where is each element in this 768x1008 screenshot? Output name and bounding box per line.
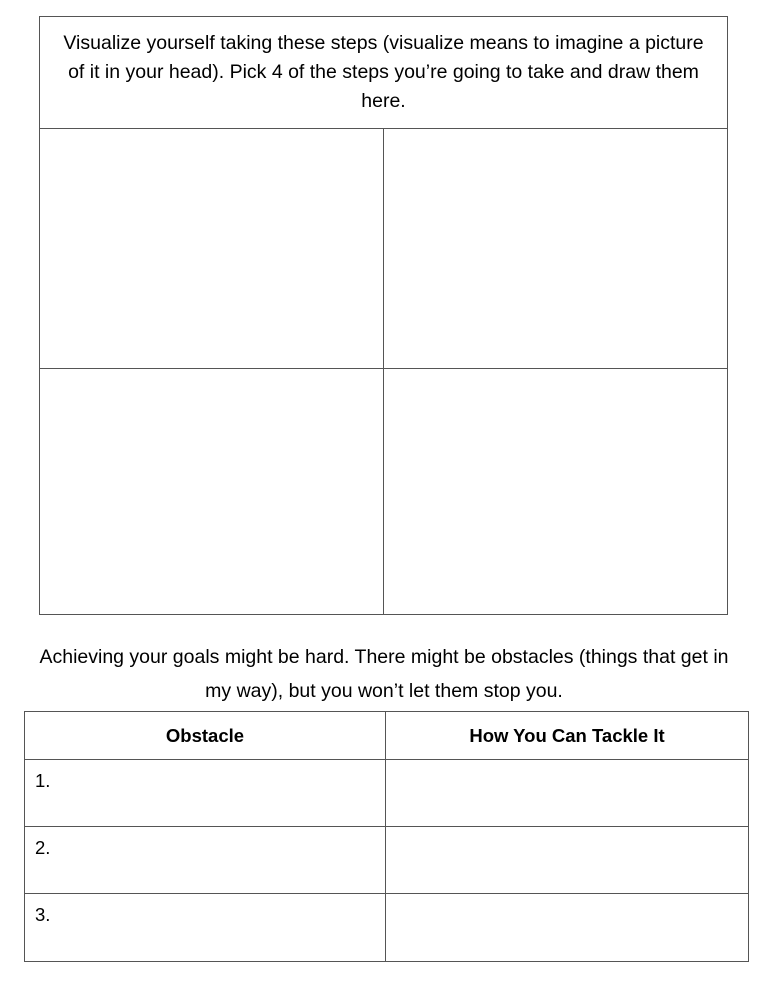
drawing-frame <box>39 16 728 615</box>
goals-note: Achieving your goals might be hard. There might be obstacles (things that get in my way), but you won’t let them stop you. <box>39 646 729 702</box>
table-header-row <box>25 712 748 760</box>
obstacle-header: Obstacle <box>25 712 386 759</box>
table-row <box>25 894 748 961</box>
obstacle-cell-2[interactable]: 2. <box>25 827 386 893</box>
drawing-box-1[interactable] <box>40 129 384 369</box>
drawing-box-3[interactable] <box>40 369 384 614</box>
table-row <box>25 760 748 827</box>
drawing-box-4[interactable] <box>384 369 727 614</box>
tackle-header: How You Can Tackle It <box>469 724 665 746</box>
drawing-box-2[interactable] <box>384 129 727 369</box>
tackle-cell-3[interactable] <box>386 894 748 961</box>
obstacle-cell-1[interactable]: 1. <box>25 760 386 826</box>
instructions-text: Visualize yourself taking these steps (visualize means to imagine a picture of it in your head). Pick 4 of the steps you’re going to take and draw them here. <box>40 17 727 129</box>
tackle-cell-1[interactable] <box>386 760 748 826</box>
table-row <box>25 827 748 894</box>
tackle-cell-2[interactable] <box>386 827 748 893</box>
obstacle-table <box>24 711 749 962</box>
obstacle-cell-3[interactable]: 3. <box>25 894 386 961</box>
